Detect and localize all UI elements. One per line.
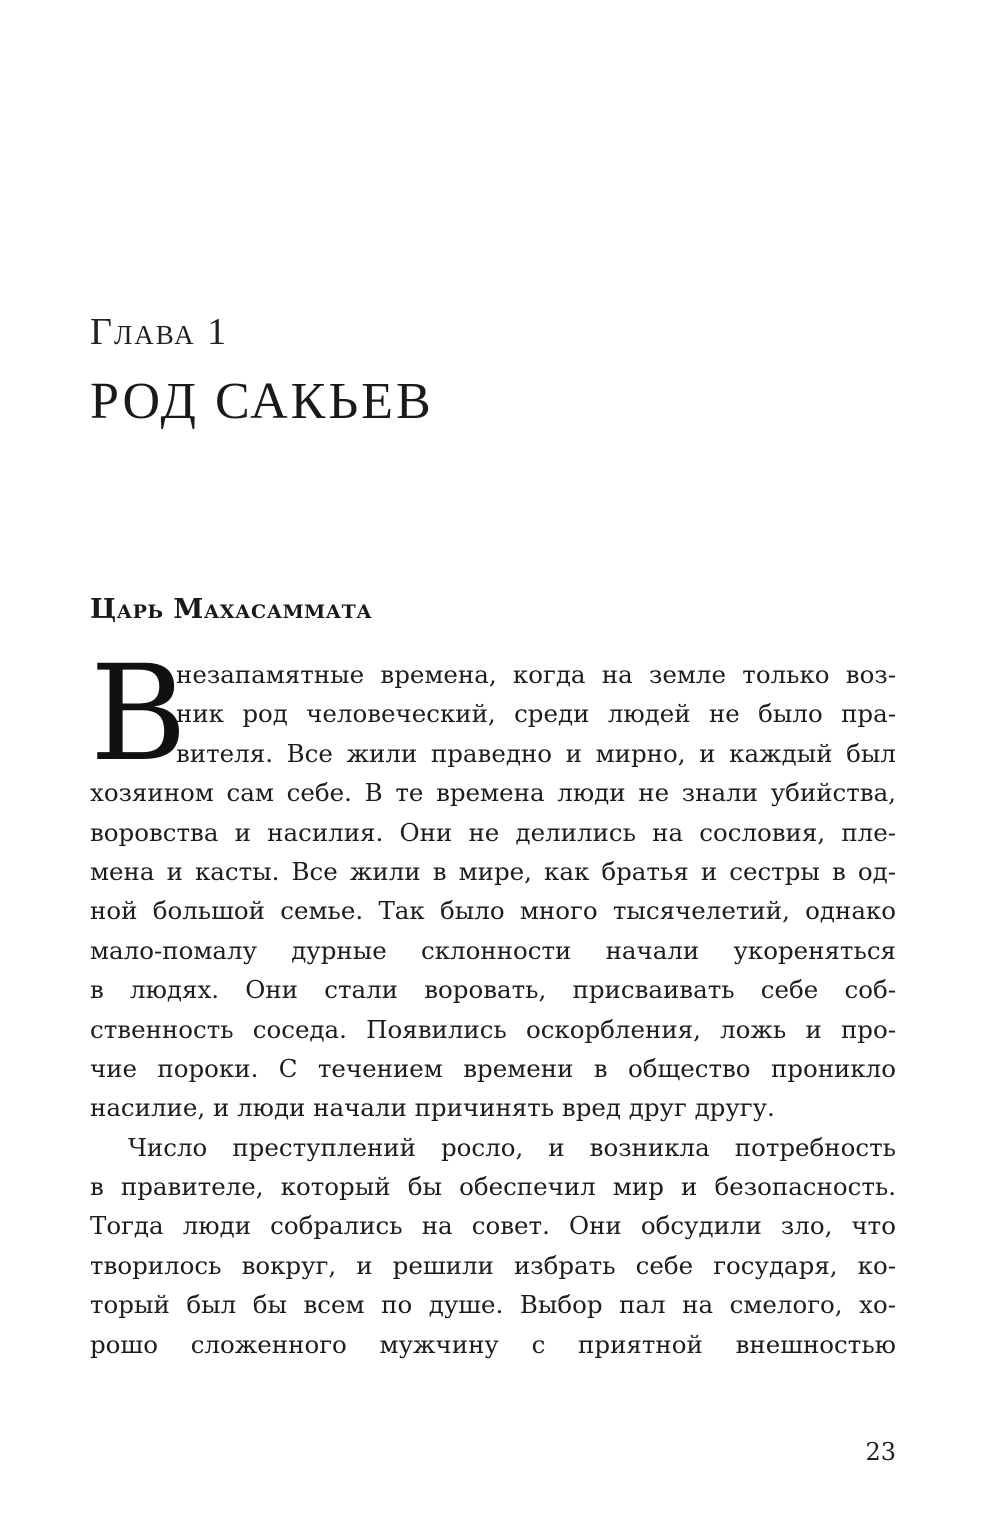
paragraph-line: в людях. Они стали воровать, присваивать себе соб- xyxy=(90,975,896,1005)
drop-cap: В xyxy=(90,637,188,791)
paragraph-line: мало-помалу дурные склонности начали укореняться xyxy=(90,935,896,965)
paragraph-line: Тогда люди собрались на совет. Они обсудили зло, что xyxy=(90,1211,896,1241)
paragraph-line: в правителе, который бы обеспечил мир и безопасность. xyxy=(90,1172,896,1202)
paragraph-line: воровства и насилия. Они не делились на сословия, пле- xyxy=(90,817,896,847)
paragraph-line: торый был бы всем по душе. Выбор пал на смелого, хо- xyxy=(90,1290,896,1320)
paragraph-line: ственность соседа. Появились оскорбления, ложь и про- xyxy=(90,1014,896,1044)
paragraph-line: творилось вокруг, и решили избрать себе государя, ко- xyxy=(90,1250,896,1280)
paragraph-line: рошо сложенного мужчину с приятной внешностью xyxy=(90,1329,896,1359)
paragraph-line: Число преступлений росло, и возникла потребность xyxy=(128,1132,896,1162)
body-text xyxy=(90,655,896,1364)
paragraph-line: вителя. Все жили праведно и мирно, и каждый был xyxy=(176,738,896,768)
paragraph-line: ник род человеческий, среди людей не было пра- xyxy=(176,699,896,729)
paragraph-line: мена и касты. Все жили в мире, как братья и сестры в од- xyxy=(90,856,896,886)
paragraph-line: насилие, и люди начали причинять вред друг другу. xyxy=(90,1093,775,1123)
paragraph-line: хозяином сам себе. В те времена люди не знали убийства, xyxy=(90,778,896,808)
chapter-title: РОД САКЬЕВ xyxy=(90,373,434,430)
section-title: Царь Махасаммата xyxy=(90,594,373,625)
paragraph-line: незапамятные времена, когда на земле только воз- xyxy=(176,660,896,689)
page-number: 23 xyxy=(865,1438,896,1466)
paragraph-line: ной большой семье. Так было много тысячелетий, однако xyxy=(90,896,896,926)
chapter-label: Глава 1 xyxy=(90,311,229,353)
paragraph-line: чие пороки. С течением времени в общество проникло xyxy=(90,1053,896,1083)
